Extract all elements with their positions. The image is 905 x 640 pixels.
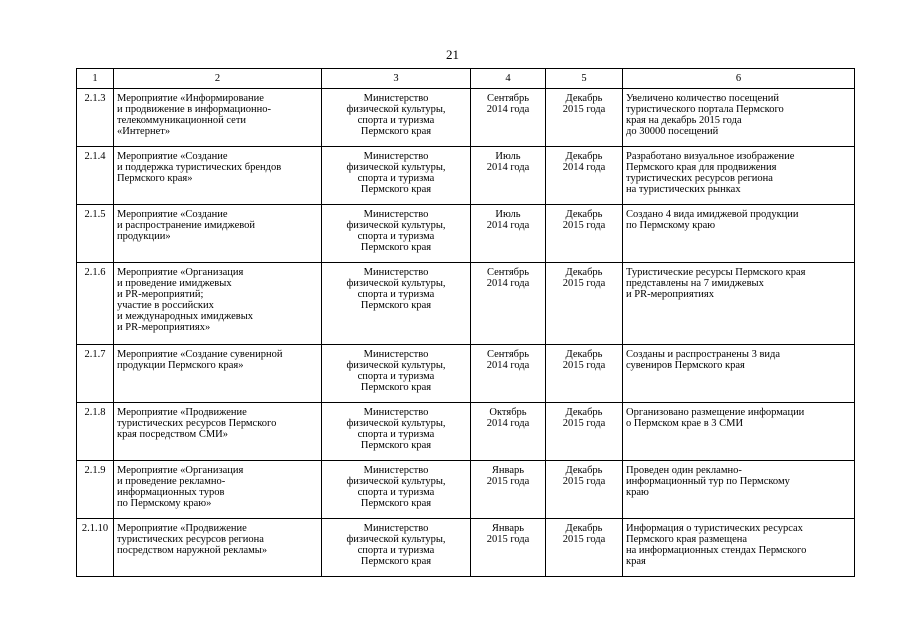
- row-number: 2.1.4: [77, 147, 114, 205]
- start-date: Октябрь 2014 года: [471, 403, 546, 461]
- event-name: Мероприятие «Создание сувенирной продукции Пермского края»: [114, 345, 322, 403]
- executor: Министерство физической культуры, спорта и туризма Пермского края: [322, 205, 471, 263]
- expected-result: Туристические ресурсы Пермского края представлены на 7 имиджевых и PR-мероприятиях: [623, 263, 855, 345]
- end-date: Декабрь 2015 года: [546, 205, 623, 263]
- plan-table: [76, 68, 855, 577]
- executor: Министерство физической культуры, спорта и туризма Пермского края: [322, 403, 471, 461]
- start-date: Июль 2014 года: [471, 205, 546, 263]
- event-name: Мероприятие «Создание и поддержка туристических брендов Пермского края»: [114, 147, 322, 205]
- page-number: 21: [446, 47, 459, 62]
- expected-result: Проведен один рекламно- информационный тур по Пермскому краю: [623, 461, 855, 519]
- table-row: [77, 461, 855, 519]
- table-row: [77, 89, 855, 147]
- column-header: 1: [77, 69, 114, 89]
- end-date: Декабрь 2015 года: [546, 403, 623, 461]
- event-name: Мероприятие «Организация и проведение рекламно- информационных туров по Пермскому краю»: [114, 461, 322, 519]
- start-date: Июль 2014 года: [471, 147, 546, 205]
- start-date: Сентябрь 2014 года: [471, 263, 546, 345]
- column-header: 4: [471, 69, 546, 89]
- row-number: 2.1.6: [77, 263, 114, 345]
- column-header: 2: [114, 69, 322, 89]
- row-number: 2.1.8: [77, 403, 114, 461]
- executor: Министерство физической культуры, спорта и туризма Пермского края: [322, 461, 471, 519]
- row-number: 2.1.3: [77, 89, 114, 147]
- table-row: [77, 403, 855, 461]
- header-row: [77, 69, 855, 89]
- start-date: Январь 2015 года: [471, 461, 546, 519]
- expected-result: Организовано размещение информации о Пермском крае в 3 СМИ: [623, 403, 855, 461]
- expected-result: Создано 4 вида имиджевой продукции по Пермскому краю: [623, 205, 855, 263]
- row-number: 2.1.5: [77, 205, 114, 263]
- event-name: Мероприятие «Создание и распространение имиджевой продукции»: [114, 205, 322, 263]
- end-date: Декабрь 2015 года: [546, 89, 623, 147]
- expected-result: Информация о туристических ресурсах Пермского края размещена на информационных стендах Пермского края: [623, 519, 855, 577]
- end-date: Декабрь 2015 года: [546, 519, 623, 577]
- table-row: [77, 519, 855, 577]
- column-header: 3: [322, 69, 471, 89]
- executor: Министерство физической культуры, спорта и туризма Пермского края: [322, 89, 471, 147]
- row-number: 2.1.7: [77, 345, 114, 403]
- executor: Министерство физической культуры, спорта и туризма Пермского края: [322, 345, 471, 403]
- table-row: [77, 345, 855, 403]
- table-row: [77, 263, 855, 345]
- executor: Министерство физической культуры, спорта и туризма Пермского края: [322, 263, 471, 345]
- table-row: [77, 147, 855, 205]
- column-header: 5: [546, 69, 623, 89]
- start-date: Январь 2015 года: [471, 519, 546, 577]
- table-row: [77, 205, 855, 263]
- end-date: Декабрь 2014 года: [546, 147, 623, 205]
- expected-result: Разработано визуальное изображение Пермского края для продвижения туристических ресурсов региона на туристических рынках: [623, 147, 855, 205]
- end-date: Декабрь 2015 года: [546, 263, 623, 345]
- expected-result: Увеличено количество посещений туристического портала Пермского края на декабрь 2015 года до 30000 посещений: [623, 89, 855, 147]
- end-date: Декабрь 2015 года: [546, 461, 623, 519]
- row-number: 2.1.9: [77, 461, 114, 519]
- event-name: Мероприятие «Продвижение туристических ресурсов региона посредством наружной рекламы»: [114, 519, 322, 577]
- event-name: Мероприятие «Организация и проведение имиджевых и PR-мероприятий; участие в российских и международных имиджевых и PR-мероприятиях»: [114, 263, 322, 345]
- column-header: 6: [623, 69, 855, 89]
- executor: Министерство физической культуры, спорта и туризма Пермского края: [322, 519, 471, 577]
- executor: Министерство физической культуры, спорта и туризма Пермского края: [322, 147, 471, 205]
- event-name: Мероприятие «Информирование и продвижение в информационно- телекоммуникационной сети «Интернет»: [114, 89, 322, 147]
- expected-result: Созданы и распространены 3 вида сувениров Пермского края: [623, 345, 855, 403]
- start-date: Сентябрь 2014 года: [471, 89, 546, 147]
- event-name: Мероприятие «Продвижение туристических ресурсов Пермского края посредством СМИ»: [114, 403, 322, 461]
- row-number: 2.1.10: [77, 519, 114, 577]
- end-date: Декабрь 2015 года: [546, 345, 623, 403]
- start-date: Сентябрь 2014 года: [471, 345, 546, 403]
